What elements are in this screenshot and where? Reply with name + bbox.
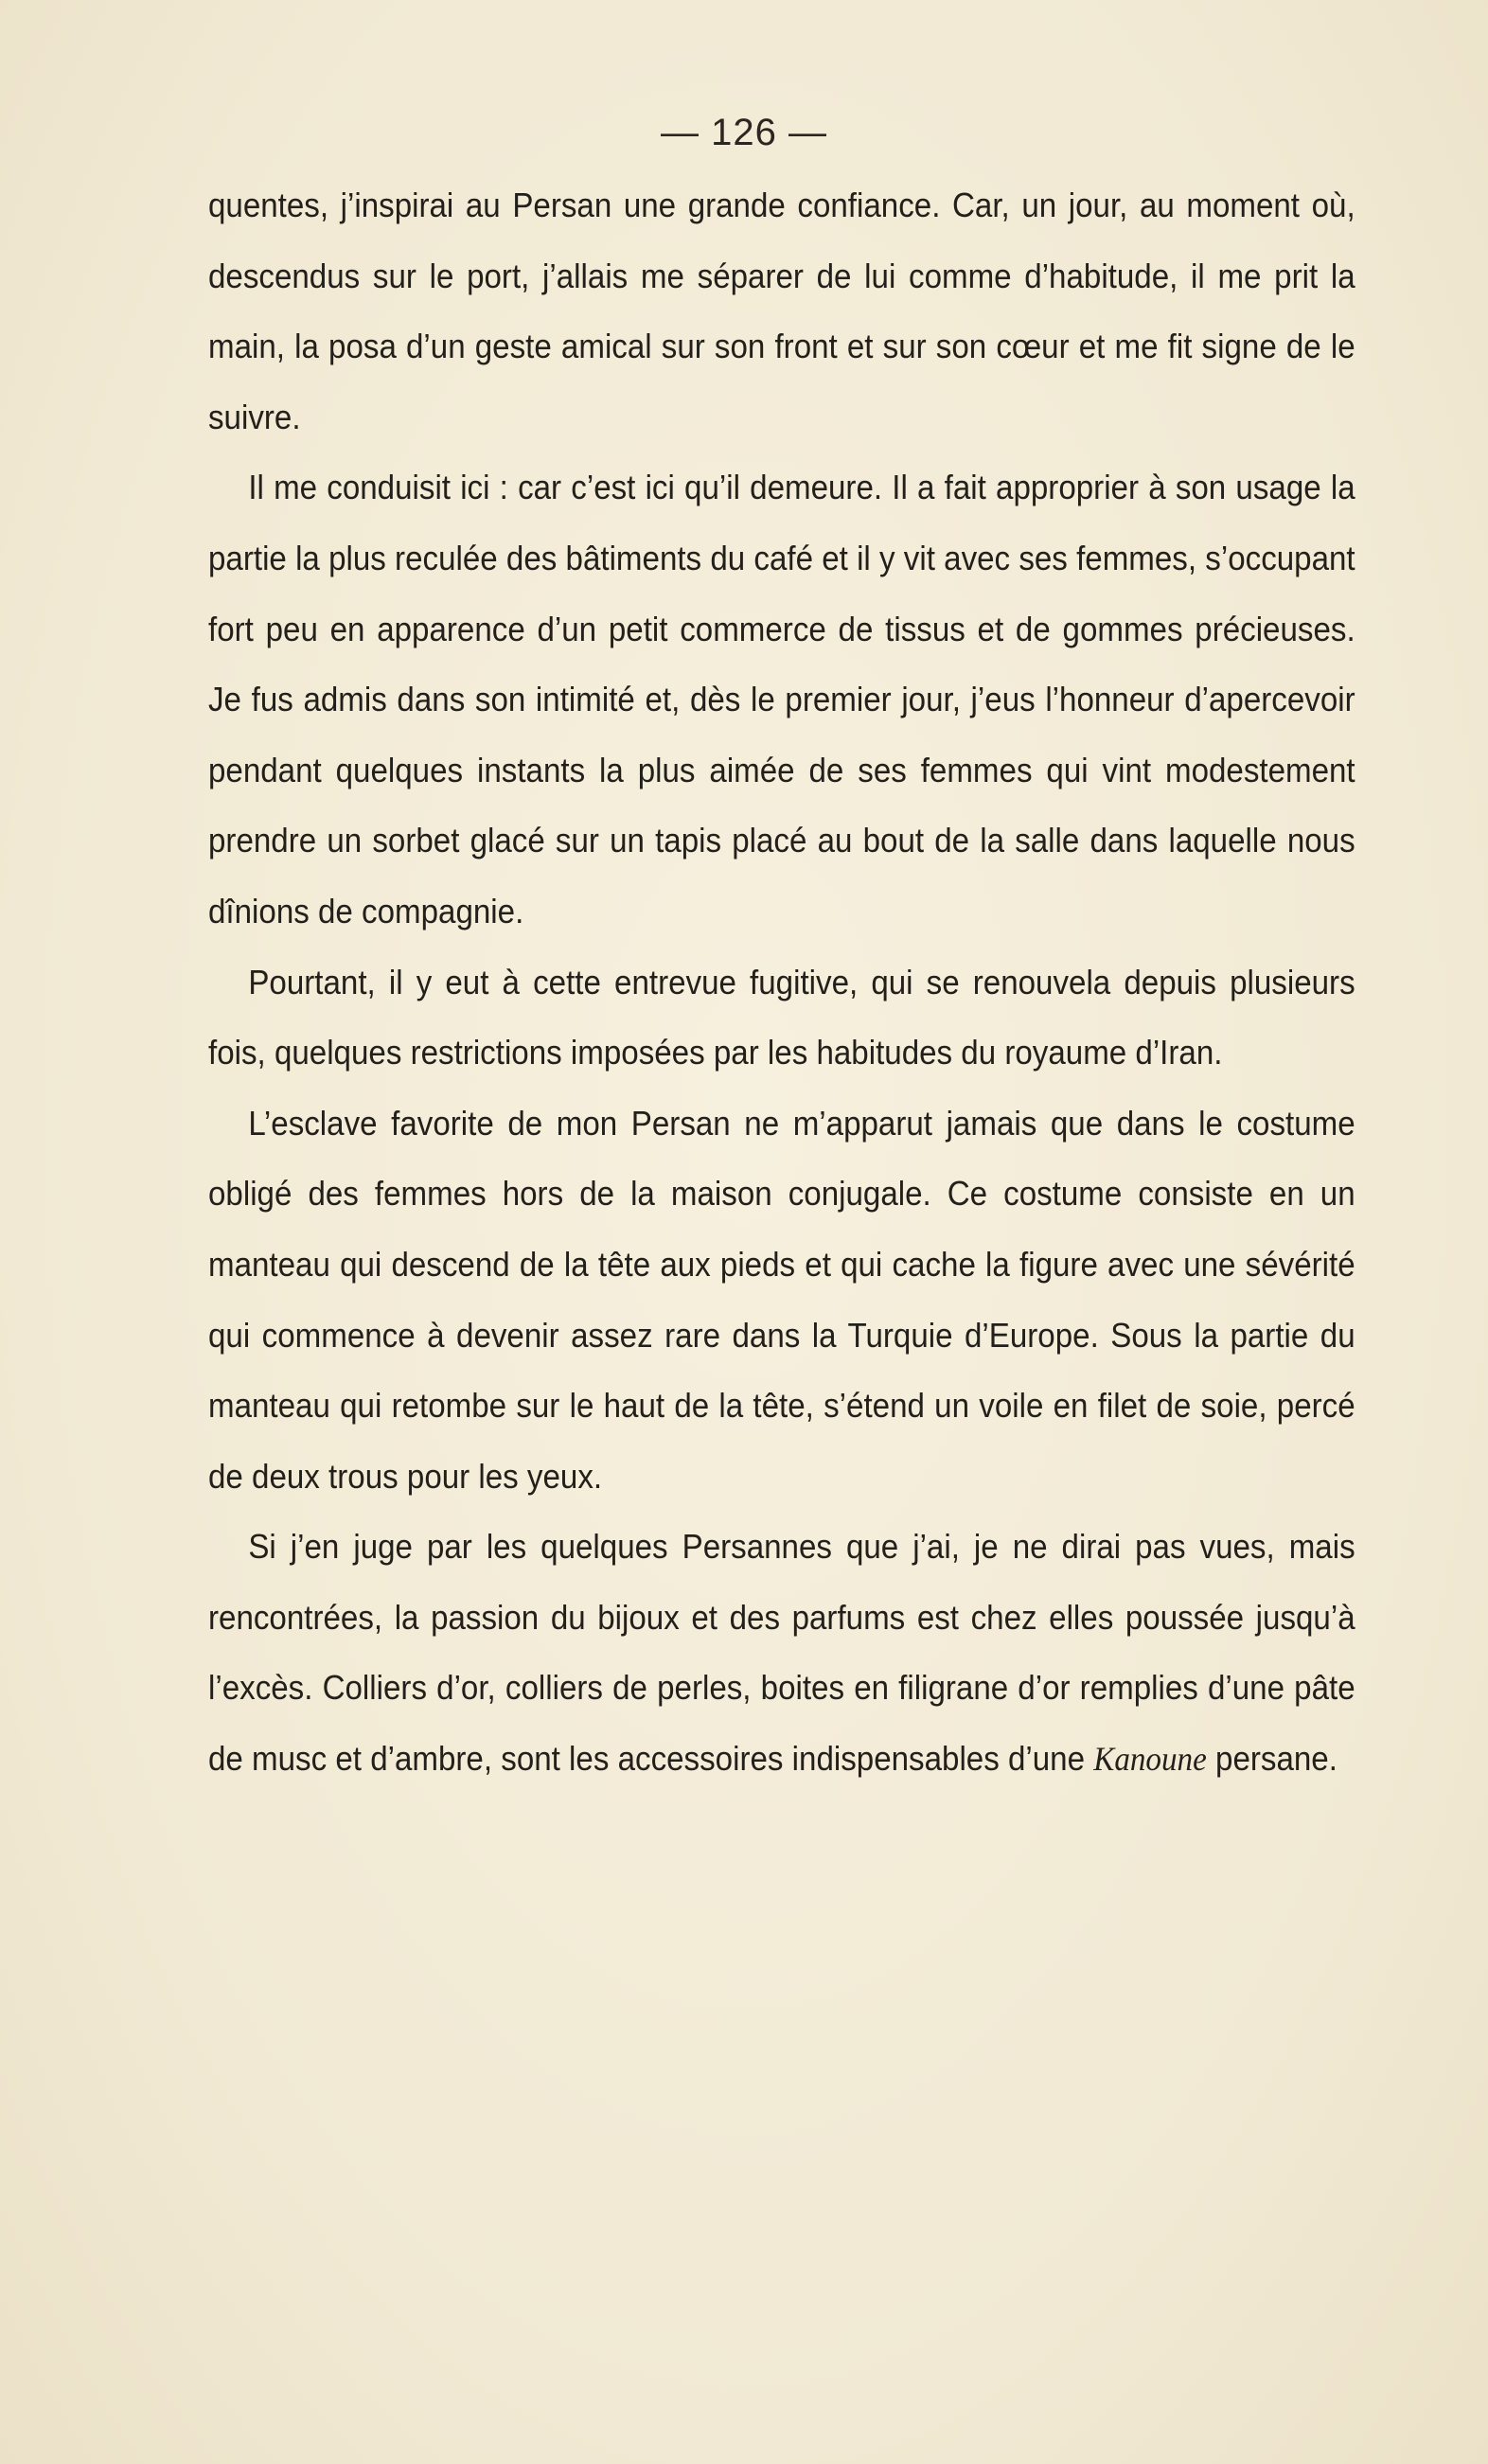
paragraph-continued: quentes, j’inspirai au Persan une grande confiance. Car, un jour, au moment où, descendus sur le port, j’allais me séparer de lui comme d’habitude, il me prit la main, la posa d’un geste amical sur son front et sur son cœur et me fit signe de le suivre. bbox=[208, 186, 1355, 436]
paragraph: Il me conduisit ici : car c’est ici qu’il demeure. Il a fait approprier à son usage la partie la plus reculée des bâtiments du café et il y vit avec ses femmes, s’occupant fort peu en apparence d’un petit commerce de tissus et de gommes précieuses. Je fus admis dans son intimité et, dès le premier jour, j’eus l’honneur d’apercevoir pendant quelques instants la plus aimée de ses femmes qui vint modestement prendre un sorbet glacé sur un tapis placé au bout de la salle dans laquelle nous dînions de compagnie. bbox=[208, 468, 1355, 931]
paragraph: Pourtant, il y eut à cette entrevue fugitive, qui se renouvela depuis plusieurs fois, quelques restrictions imposées par les habitudes du royaume d’Iran. bbox=[208, 962, 1355, 1072]
paragraph-text-after: persane. bbox=[1206, 1739, 1337, 1779]
italic-word: Kanoune bbox=[1093, 1740, 1207, 1779]
page-number: — 126 — bbox=[661, 112, 827, 153]
body-text bbox=[208, 170, 1355, 1795]
paragraph-text-before: Si j’en juge par les quelques Persannes que j’ai, je ne dirai pas vues, mais rencontrées, la passion du bijoux et des parfums est chez elles poussée jusqu’à l’excès. Colliers d’or, colliers de perles, boites en filigrane d’or remplies d’une pâte de musc et d’ambre, sont les accessoires indispensables d’une bbox=[208, 1527, 1355, 1779]
paragraph-last bbox=[208, 1512, 1355, 1794]
paragraph: L’esclave favorite de mon Persan ne m’apparut jamais que dans le costume obligé des femmes hors de la maison conjugale. Ce costume consiste en un manteau qui descend de la tête aux pieds et qui cache la figure avec une sévérité qui commence à devenir assez rare dans la Turquie d’Europe. Sous la partie du manteau qui retombe sur le haut de la tête, s’étend un voile en filet de soie, percé de deux trous pour les yeux. bbox=[208, 1103, 1355, 1496]
